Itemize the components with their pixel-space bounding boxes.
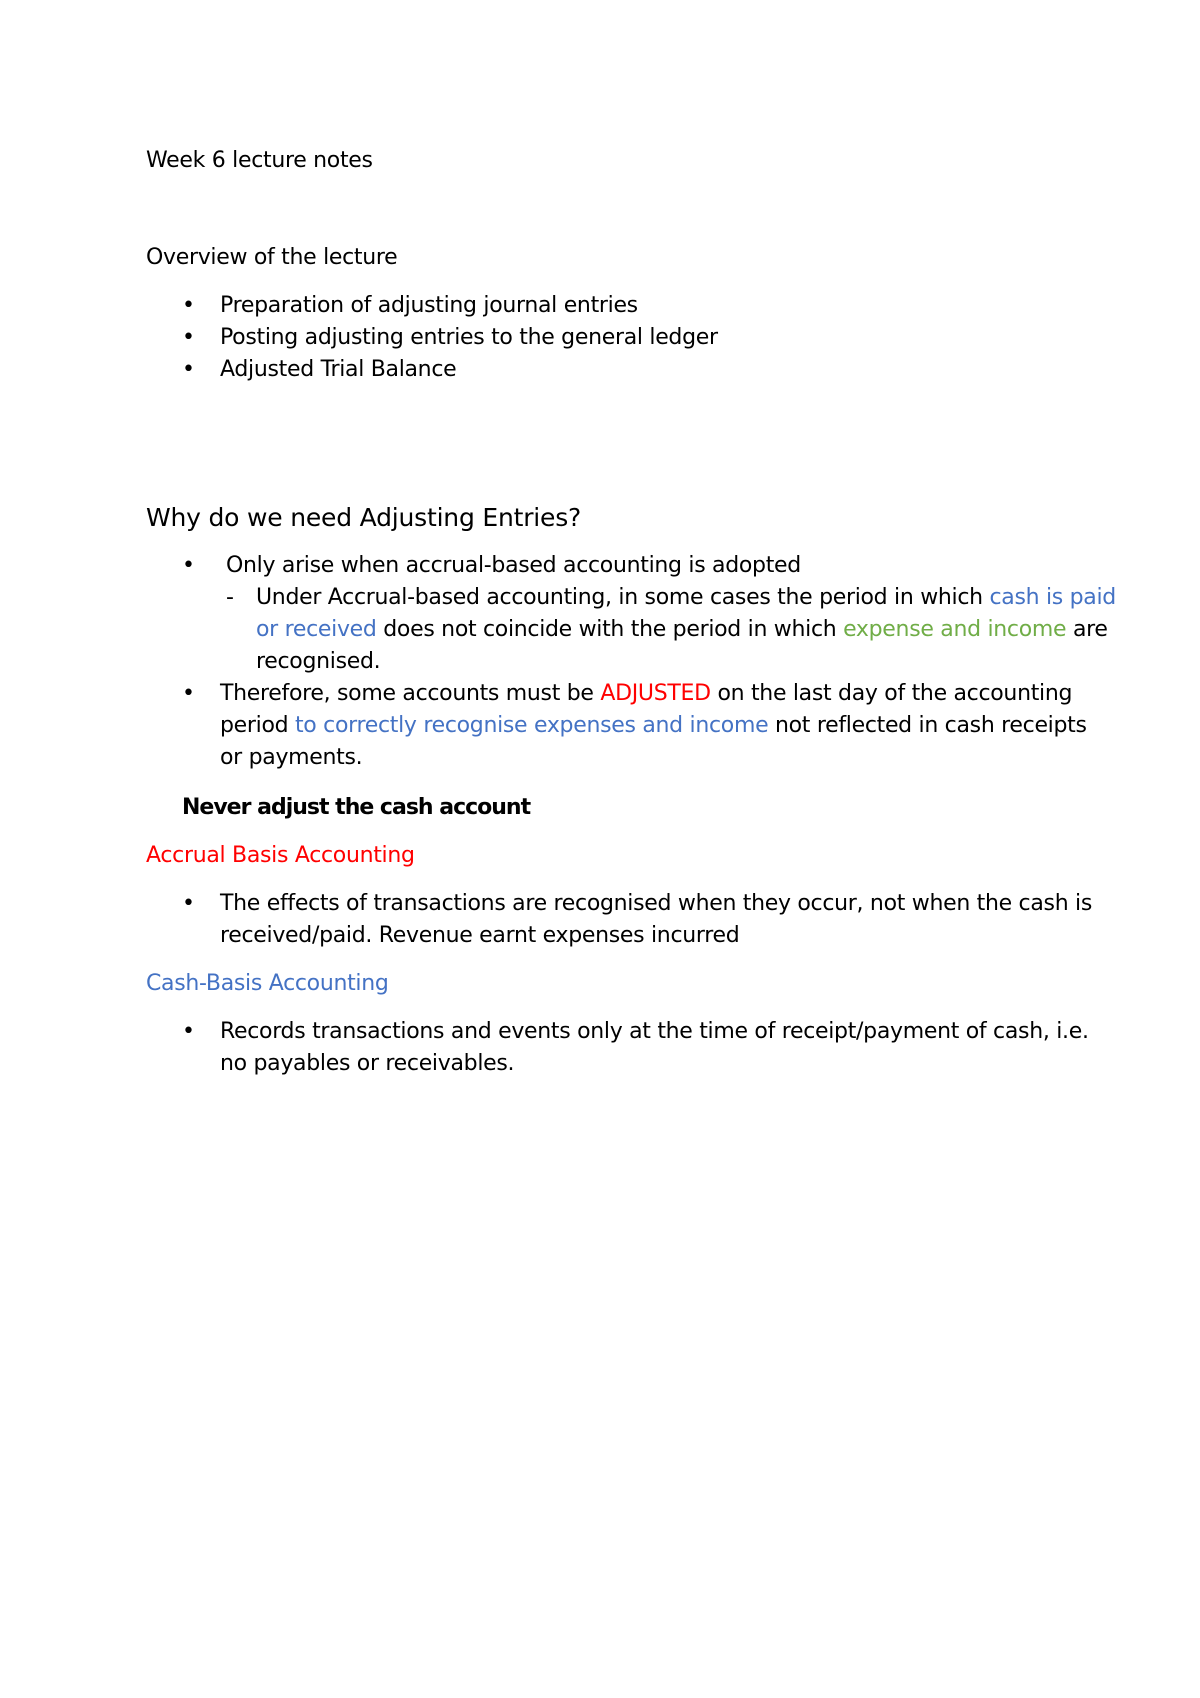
text-part3: on the last day of the accounting period — [220, 681, 1073, 738]
why-section — [146, 550, 1116, 774]
highlight-blue-text: to correctly recognise expenses and income — [294, 713, 769, 738]
highlight-blue-text: cash is paid or received — [256, 585, 1116, 642]
list-item — [146, 678, 1100, 774]
sub-text-part3: does not coincide with the period in which — [376, 617, 844, 642]
bullet-icon: • — [182, 553, 195, 578]
overview-heading: Overview of the lecture — [146, 245, 398, 270]
list-item-text: Records transactions and events only at the time of receipt/payment of cash, i.e. no payables or receivables. — [220, 1019, 1089, 1076]
list-item-text: Preparation of adjusting journal entries — [220, 293, 638, 318]
section-heading-cash-basis: Cash-Basis Accounting — [146, 971, 389, 996]
text-part1: Therefore, some accounts must be — [220, 681, 601, 706]
list-item — [146, 354, 1046, 386]
list-item — [146, 1016, 1100, 1080]
bullet-icon: • — [182, 325, 195, 350]
list-item — [146, 290, 1046, 322]
list-item — [146, 322, 1046, 354]
bullet-icon: • — [182, 357, 195, 382]
section-heading-why: Why do we need Adjusting Entries? — [146, 503, 582, 532]
bullet-icon: • — [182, 681, 195, 706]
list-item-text: Only arise when accrual-based accounting is adopted — [226, 553, 801, 578]
section-heading-accrual: Accrual Basis Accounting — [146, 843, 415, 868]
list-item-text: The effects of transactions are recognised when they occur, not when the cash is received/paid. Revenue earnt expenses incurred — [220, 891, 1093, 948]
accrual-list — [146, 888, 1096, 952]
list-item — [146, 550, 1096, 582]
sub-text-part5: are recognised. — [256, 617, 1108, 674]
highlight-red-text: ADJUSTED — [600, 681, 711, 706]
bullet-icon: • — [182, 891, 195, 916]
list-item — [146, 888, 1100, 952]
note-bold: Never adjust the cash account — [182, 795, 531, 820]
sub-list-item — [146, 582, 1116, 678]
list-item-text: Adjusted Trial Balance — [220, 357, 457, 382]
cash-basis-list — [146, 1016, 1096, 1080]
highlight-green-text: expense and income — [843, 617, 1067, 642]
bullet-icon: • — [182, 293, 195, 318]
sub-text-part1: Under Accrual-based accounting, in some cases the period in which — [256, 585, 990, 610]
document-title: Week 6 lecture notes — [146, 148, 373, 173]
overview-list — [146, 290, 1046, 386]
list-item-text: Posting adjusting entries to the general ledger — [220, 325, 718, 350]
bullet-icon: • — [182, 1019, 195, 1044]
dash-icon: - — [226, 585, 234, 610]
text-part5: not reflected in cash receipts or payments. — [220, 713, 1087, 770]
